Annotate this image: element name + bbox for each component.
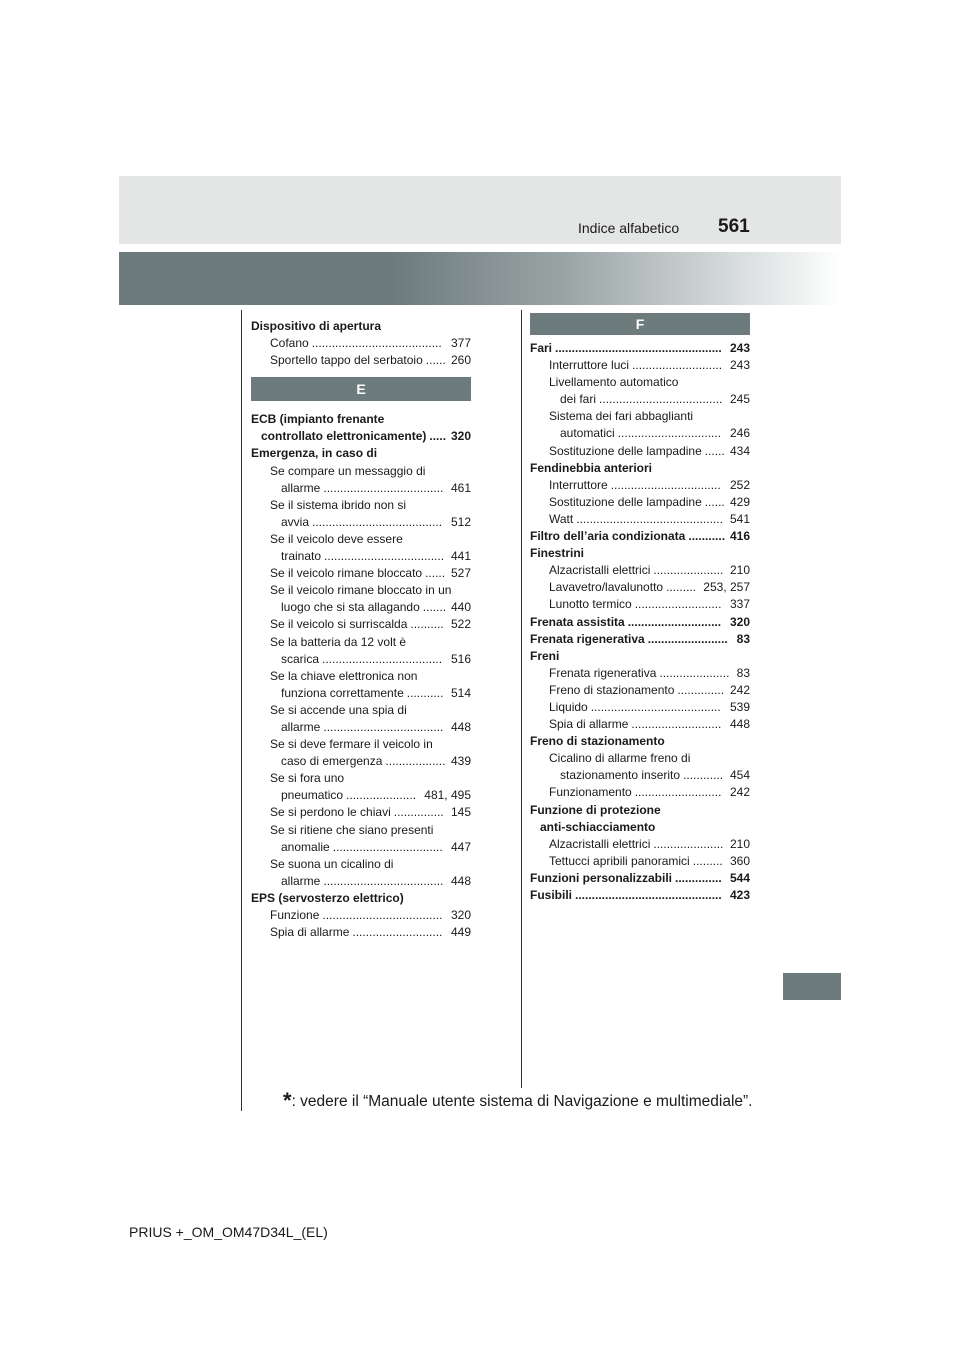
index-entry-page: 441 [449, 548, 471, 565]
letter-heading-e: E [251, 377, 471, 401]
index-entry [530, 784, 750, 801]
index-entry-text: Fari [530, 341, 553, 355]
dot-leader: .............. [675, 870, 722, 885]
index-entry-text: Lunotto termico [549, 597, 632, 612]
index-entry-page: 260 [449, 352, 471, 369]
index-entry-text: stazionamento inserito [560, 768, 681, 783]
dot-leader: ............................... [617, 426, 722, 441]
dot-leader: .......................... [634, 785, 722, 800]
index-entry [530, 819, 750, 836]
index-entry-page: 210 [728, 562, 750, 579]
dot-leader: .................................... [323, 719, 444, 734]
index-entry [251, 445, 471, 462]
index-entry-text: Cicalino di allarme freno di [549, 751, 691, 766]
index-entry-page: 360 [728, 853, 750, 870]
index-entry-page: 320 [449, 907, 471, 924]
index-entry-text: scarica [281, 651, 320, 666]
index-entry [530, 391, 750, 408]
dot-leader: ................................. [610, 477, 721, 492]
index-entry [251, 787, 471, 804]
index-entry [530, 836, 750, 853]
index-entry-text: Se si deve fermare il veicolo in [270, 737, 433, 752]
index-entry [251, 702, 471, 719]
index-entry [251, 411, 471, 428]
index-entry [251, 719, 471, 736]
index-entry [530, 340, 750, 357]
index-entry [530, 870, 750, 887]
dot-leader: ........................... [631, 717, 722, 732]
index-entry-text: Sportello tappo del serbatoio [270, 353, 423, 368]
index-entry-page: 448 [449, 719, 471, 736]
index-entry-page: 253, 257 [701, 579, 750, 596]
index-entry [530, 579, 750, 596]
index-entry-page: 429 [728, 494, 750, 511]
index-entry-text: allarme [281, 719, 321, 734]
index-entry-text: EPS (servosterzo elettrico) [251, 890, 404, 905]
index-entry [530, 477, 750, 494]
index-entry-page: 481, 495 [422, 787, 471, 804]
index-entry-text: Funzionamento [549, 785, 632, 800]
index-entry [251, 463, 471, 480]
index-entry-page: 512 [449, 514, 471, 531]
index-entry [530, 887, 750, 904]
dot-leader: ........... [688, 529, 726, 544]
index-entry-text: Freno di stazionamento [530, 734, 665, 749]
index-entry-text: Alzacristalli elettrici [549, 836, 651, 851]
index-entry-text: Se si accende una spia di [270, 702, 407, 717]
index-entry-page: 252 [728, 477, 750, 494]
index-entry-text: Sostituzione delle lampadine [549, 443, 702, 458]
index-entry-text: Frenata rigenerativa [549, 665, 657, 680]
left-margin-line [241, 310, 242, 1111]
dot-leader: ................................. [332, 839, 443, 854]
index-entry [251, 668, 471, 685]
page-number: 561 [718, 216, 750, 237]
index-entry-page: 439 [449, 753, 471, 770]
index-entry-page: 83 [735, 665, 750, 682]
index-entry-text: Se la chiave elettronica non [270, 668, 418, 683]
index-entry [251, 907, 471, 924]
index-entry-text: Frenata assistita [530, 614, 625, 629]
side-tab-marker [783, 973, 841, 1000]
dot-leader: ....................................... [590, 699, 721, 714]
index-entry-page: 243 [728, 357, 750, 374]
index-entry-text: Interruttore luci [549, 358, 630, 373]
index-entry-page: 514 [449, 685, 471, 702]
index-entry [251, 856, 471, 873]
index-entry-text: Dispositivo di apertura [251, 319, 382, 333]
index-entry-page: 246 [728, 425, 750, 442]
index-entry [251, 616, 471, 633]
index-entry [251, 873, 471, 890]
index-entry-page: 516 [449, 651, 471, 668]
dot-leader: .................................................. [555, 341, 722, 355]
index-entry-page: 377 [449, 335, 471, 352]
index-entry [530, 425, 750, 442]
index-entry-text: Fusibili [530, 888, 572, 902]
dot-leader: ............... [393, 805, 444, 820]
left-index-column [251, 318, 471, 941]
index-entry [251, 428, 471, 445]
index-entry-text: Tettucci apribili panoramici [549, 853, 690, 868]
index-entry-text: caso di emergenza [281, 754, 383, 769]
index-entry-page: 527 [449, 565, 471, 582]
index-entry-page: 434 [728, 443, 750, 460]
index-entry-text: funziona correttamente [281, 685, 404, 700]
index-entry-text: Spia di allarme [549, 717, 629, 732]
index-entry [530, 682, 750, 699]
index-entry-text: Se il veicolo rimane bloccato in un [270, 583, 452, 598]
footnote-star: * [283, 1088, 292, 1113]
index-entry-text: automatici [560, 426, 615, 441]
index-entry [251, 822, 471, 839]
dot-leader: ........................ [647, 631, 728, 646]
index-entry-text: Livellamento automatico [549, 375, 679, 390]
index-entry-text: Se il sistema ibrido non si [270, 497, 407, 512]
index-entry [530, 733, 750, 750]
dot-leader: .................................... [324, 549, 445, 564]
index-entry [530, 750, 750, 767]
dot-leader: .................. [385, 754, 446, 769]
index-entry-text: Cofano [270, 336, 309, 351]
index-entry [251, 839, 471, 856]
index-entry-text: Funzione [270, 908, 320, 922]
index-entry [251, 514, 471, 531]
index-entry-page: 210 [728, 836, 750, 853]
index-entry-text: Liquido [549, 699, 588, 714]
index-entry [530, 562, 750, 579]
index-entry-text: Se si perdono le chiavi [270, 805, 391, 820]
index-entry-page: 454 [728, 767, 750, 784]
dot-leader: .................................... [323, 480, 444, 495]
index-entry-text: Alzacristalli elettrici [549, 563, 651, 578]
dot-leader: ......... [666, 580, 697, 595]
index-entry-page: 242 [728, 784, 750, 801]
index-entry-text: Freni [530, 648, 560, 663]
index-entry-page: 440 [449, 599, 471, 616]
index-entry [530, 443, 750, 460]
index-entry-text: Lavavetro/lavalunotto [549, 580, 664, 595]
index-entry-page: 522 [449, 616, 471, 633]
index-entry [251, 318, 471, 335]
index-entry-page: 461 [449, 480, 471, 497]
index-entry [251, 497, 471, 514]
dot-leader: .................................... [322, 651, 443, 666]
index-entry [530, 716, 750, 733]
index-entry [530, 494, 750, 511]
index-entry [530, 596, 750, 613]
index-entry-text: Finestrini [530, 546, 585, 561]
index-entry [251, 753, 471, 770]
footnote [283, 1088, 752, 1114]
index-entry [251, 548, 471, 565]
column-divider-line [521, 310, 522, 1088]
dot-leader: ....... [422, 600, 447, 615]
index-entry [251, 736, 471, 753]
index-entry [251, 582, 471, 599]
index-entry [530, 460, 750, 477]
index-entry [530, 357, 750, 374]
index-entry-text: Se il veicolo si surriscalda [270, 617, 408, 632]
index-entry-text: Filtro dell’aria condizionata [530, 529, 686, 544]
index-entry [251, 480, 471, 497]
index-entry-text: allarme [281, 873, 321, 888]
index-entry [251, 770, 471, 787]
index-entry [530, 528, 750, 545]
index-entry-text: trainato [281, 549, 322, 564]
dot-leader: .................................... [322, 908, 443, 922]
index-entry-page: 448 [449, 873, 471, 890]
index-entry-text: avvia [281, 514, 310, 529]
index-entry-text: dei fari [560, 392, 597, 407]
section-title: Indice alfabetico [578, 220, 680, 236]
index-entry-text: Se compare un messaggio di [270, 463, 426, 478]
index-entry-page: 541 [728, 511, 750, 528]
header-gradient-bar [119, 252, 841, 305]
index-entry-text: Interruttore [549, 477, 608, 492]
dot-leader: ..................... [659, 665, 730, 680]
right-index-column [530, 313, 750, 904]
dot-leader: ..................... [653, 563, 724, 578]
index-entry [251, 685, 471, 702]
index-entry-page: 83 [735, 631, 750, 648]
index-entry-page: 337 [728, 596, 750, 613]
index-entry [530, 374, 750, 391]
index-entry-page: 539 [728, 699, 750, 716]
index-entry-text: Fendinebbia anteriori [530, 460, 653, 475]
index-entry-text: Frenata rigenerativa [530, 631, 645, 646]
index-entry [530, 802, 750, 819]
dot-leader: ...... [425, 566, 446, 581]
index-entry-text: Sostituzione delle lampadine [549, 494, 702, 509]
index-entry [251, 565, 471, 582]
index-entry [530, 511, 750, 528]
index-entry-page: 449 [449, 924, 471, 941]
index-entry-page: 145 [449, 804, 471, 821]
index-entry-text: Spia di allarme [270, 925, 350, 940]
index-entry [530, 408, 750, 425]
dot-leader: ..... [429, 429, 447, 444]
index-entry [530, 545, 750, 562]
index-entry-page: 416 [728, 528, 750, 545]
document-code: PRIUS +_OM_OM47D34L_(EL) [129, 1224, 328, 1240]
index-entry [251, 335, 471, 352]
index-entry-text: Emergenza, in caso di [251, 446, 378, 461]
index-entry-text: Se la batteria da 12 volt è [270, 634, 407, 649]
index-entry [251, 804, 471, 821]
index-entry-page: 448 [728, 716, 750, 733]
dot-leader: ........................... [632, 358, 723, 373]
index-entry [530, 665, 750, 682]
index-entry-text: ECB (impianto frenante [251, 412, 385, 427]
index-entry [251, 651, 471, 668]
dot-leader: ....................................... [312, 514, 443, 529]
index-entry [530, 699, 750, 716]
dot-leader: ........... [406, 685, 444, 700]
index-entry-text: Watt [549, 511, 574, 526]
index-entry-page: 423 [728, 887, 750, 904]
index-entry [530, 631, 750, 648]
dot-leader: .......................... [634, 597, 722, 612]
dot-leader: ........................... [352, 925, 443, 940]
index-entry [251, 924, 471, 941]
index-entry-page: 243 [728, 340, 750, 357]
dot-leader: .............. [677, 682, 725, 697]
index-entry-text: anti-schiacciamento [540, 819, 656, 834]
dot-leader: ............................................ [576, 511, 723, 526]
index-entry [530, 853, 750, 870]
index-entry-text: Se il veicolo deve essere [270, 531, 403, 546]
index-entry [530, 648, 750, 665]
index-entry [530, 767, 750, 784]
letter-heading-f: F [530, 313, 750, 335]
footnote-text: : vedere il “Manuale utente sistema di Navigazione e multimediale”. [291, 1093, 753, 1110]
dot-leader: ..................................... [599, 392, 723, 407]
index-entry-text: Freno di stazionamento [549, 682, 675, 697]
dot-leader: ..................... [346, 788, 417, 803]
index-entry [251, 531, 471, 548]
dot-leader: ............ [683, 768, 724, 783]
index-entry-page: 544 [728, 870, 750, 887]
index-entry-text: Funzione di protezione [530, 802, 661, 817]
dot-leader: ......... [692, 853, 723, 868]
index-entry-text: Se si fora uno [270, 771, 345, 786]
index-entry-text: Se il veicolo rimane bloccato [270, 566, 423, 581]
dot-leader: ............................ [627, 614, 722, 629]
index-entry-text: Se si ritiene che siano presenti [270, 822, 434, 837]
index-entry [251, 890, 471, 907]
dot-leader: ..................... [653, 836, 724, 851]
index-entry [530, 614, 750, 631]
index-entry-text: allarme [281, 480, 321, 495]
index-entry-text: Sistema dei fari abbaglianti [549, 409, 694, 424]
index-entry-page: 245 [728, 391, 750, 408]
dot-leader: ...... [704, 443, 725, 458]
index-entry-text: Se suona un cicalino di [270, 856, 394, 871]
index-entry-text: luogo che si sta allagando [281, 600, 420, 615]
index-entry-page: 447 [449, 839, 471, 856]
index-entry [251, 634, 471, 651]
index-entry-text: Funzioni personalizzabili [530, 870, 673, 885]
dot-leader: ....................................... [311, 336, 442, 351]
dot-leader: ...... [425, 353, 446, 368]
index-entry-page: 320 [449, 428, 471, 445]
index-entry [251, 599, 471, 616]
index-entry-text: anomalie [281, 839, 330, 854]
dot-leader: .................................... [323, 873, 444, 888]
index-entry [251, 352, 471, 369]
index-entry-page: 242 [728, 682, 750, 699]
index-entry-page: 320 [728, 614, 750, 631]
dot-leader: ...... [704, 494, 725, 509]
index-entry-text: controllato elettronicamente) [261, 429, 427, 444]
index-entry-text: pneumatico [281, 788, 344, 803]
dot-leader: .......... [410, 617, 444, 632]
dot-leader: ............................................ [575, 888, 722, 902]
